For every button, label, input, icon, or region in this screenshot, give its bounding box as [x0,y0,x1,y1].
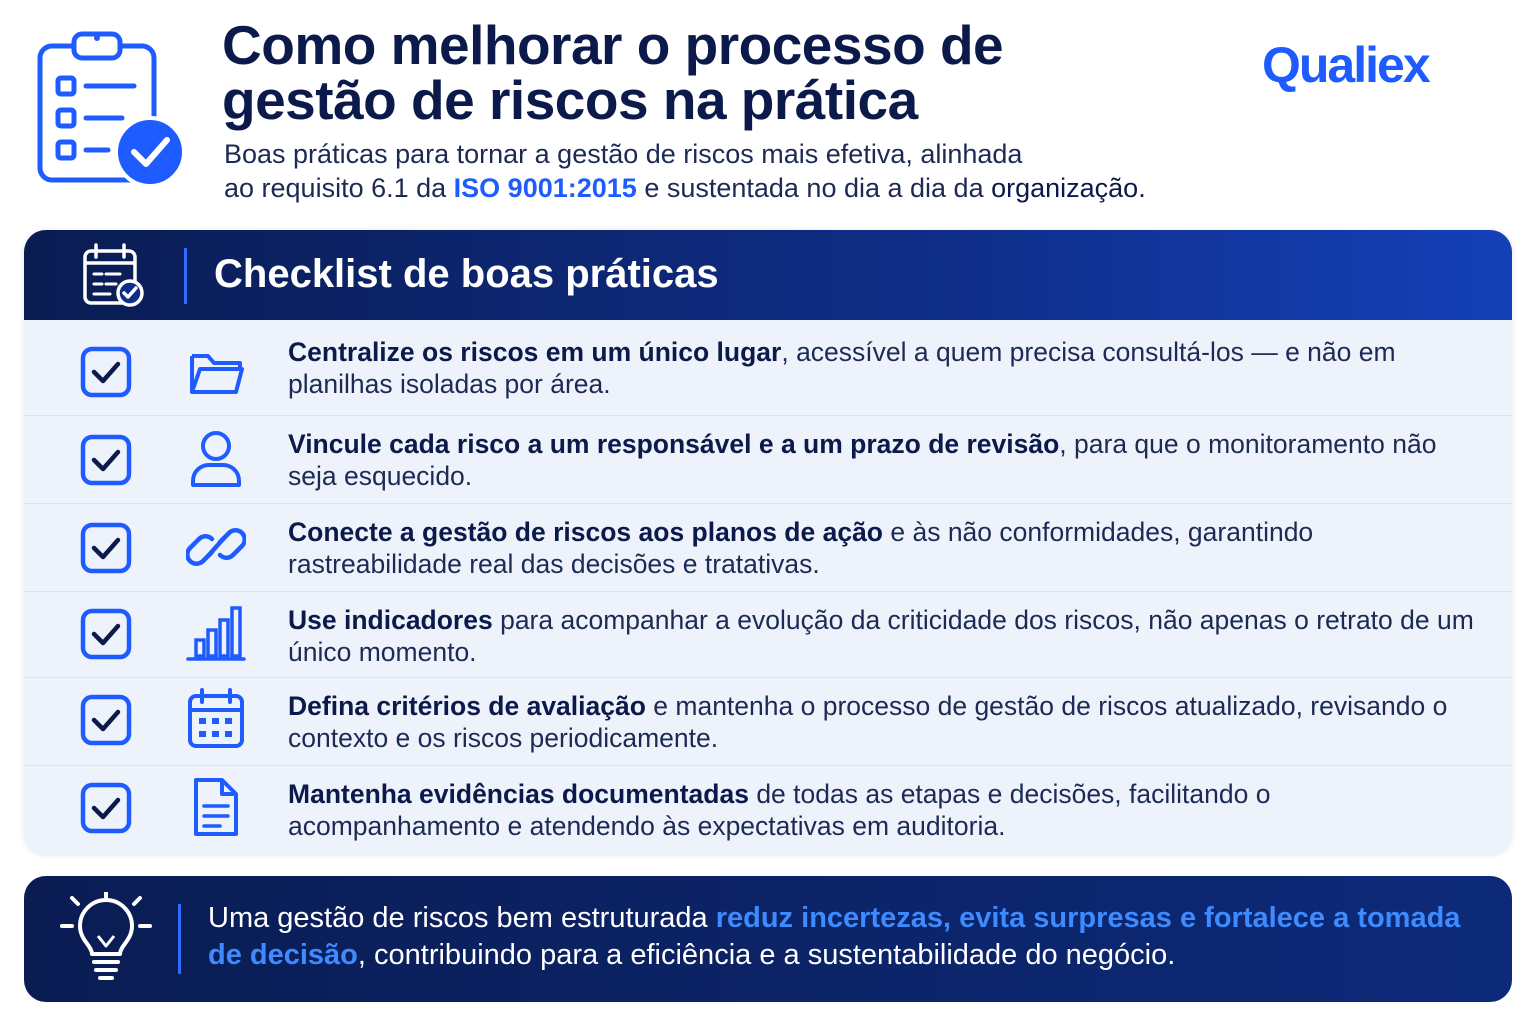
checkbox-checked-icon [80,522,132,574]
lightbulb-icon [58,892,154,988]
page-title: Como melhorar o processo de gestão de riscos na prática [222,14,1004,131]
document-icon [186,776,246,838]
checklist-item: Defina critérios de avaliação e mantenha o processo de gestão de riscos atualizado, revisando o contexto e os riscos periodicamente. [24,678,1512,766]
page-subtitle: Boas práticas para tornar a gestão de riscos mais efetiva, alinhada ao requisito 6.1 da ISO 9001:2015 e sustentada no dia a dia da organização. [224,139,1146,203]
user-icon [186,428,246,490]
checklist-item: Use indicadores para acompanhar a evolução da criticidade dos riscos, não apenas o retrato de um único momento. [24,592,1512,678]
checkbox-checked-icon [80,434,132,486]
footer-highlight: reduz incertezas, evita surpresas e fortalece a tomada de decisão [208,902,1461,971]
clipboard-checklist-icon [34,26,190,188]
checklist-rows [24,320,1512,854]
checkbox-checked-icon [80,694,132,746]
bar-chart-icon [186,602,246,664]
calendar-icon [186,688,246,750]
folder-icon [186,342,246,404]
checklist-item: Mantenha evidências documentadas de todas as etapas e decisões, facilitando o acompanhamento e atendendo às expectativas em auditoria. [24,766,1512,854]
footer-text: Uma gestão de riscos bem estruturada reduz incertezas, evita surpresas e fortalece a tomada de decisão, contribuindo para a eficiência e a sustentabilidade do negócio. [208,902,1461,971]
footer-banner [24,876,1512,1002]
qualiex-logo: Qualiex [1262,37,1429,93]
checklist-item: Conecte a gestão de riscos aos planos de ação e às não conformidades, garantindo rastreabilidade real das decisões e tratativas. [24,504,1512,592]
checklist-item: Centralize os riscos em um único lugar, acessível a quem precisa consultá-los — e não em planilhas isoladas por área. [24,320,1512,416]
calendar-check-icon [80,242,146,308]
link-icon [186,516,246,578]
checklist-title: Checklist de boas práticas [214,252,719,296]
iso-highlight: ISO 9001:2015 [453,173,637,203]
checklist-card [24,230,1512,854]
checkbox-checked-icon [80,782,132,834]
checklist-item: Vincule cada risco a um responsável e a um prazo de revisão, para que o monitoramento não seja esquecido. [24,416,1512,504]
checkbox-checked-icon [80,608,132,660]
checklist-header [24,230,1512,320]
checkbox-checked-icon [80,346,132,398]
